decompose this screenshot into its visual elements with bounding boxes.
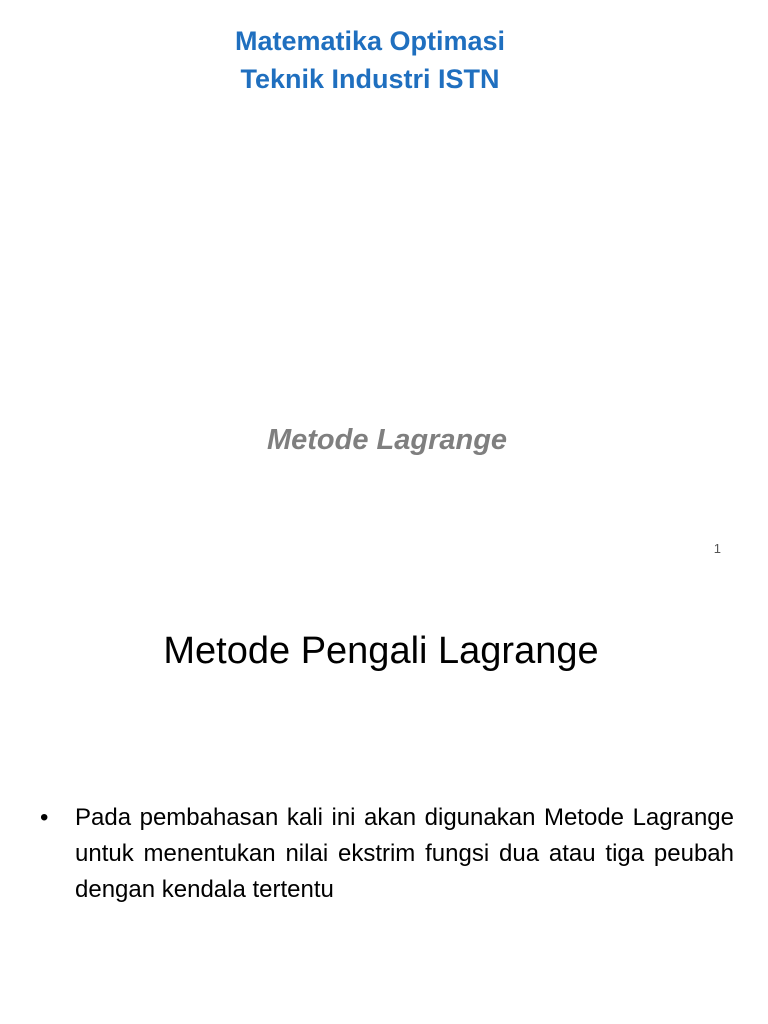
bullet-text: Pada pembahasan kali ini akan digunakan Metode Lagrange untuk menentukan nilai ekstrim fungsi dua atau tiga peubah dengan kendala tertentu — [75, 804, 734, 903]
course-title — [200, 22, 540, 98]
slide-title: Metode Pengali Lagrange — [163, 630, 599, 672]
page-number: 1 — [713, 541, 721, 556]
course-title-line-2: Teknik Industri ISTN — [240, 64, 500, 94]
bullet-item — [40, 800, 734, 908]
course-title-line-1: Matematika Optimasi — [234, 26, 506, 56]
bullet-marker: • — [40, 804, 49, 831]
slide-subtitle: Metode Lagrange — [266, 424, 508, 456]
slide-2 — [0, 570, 768, 1024]
